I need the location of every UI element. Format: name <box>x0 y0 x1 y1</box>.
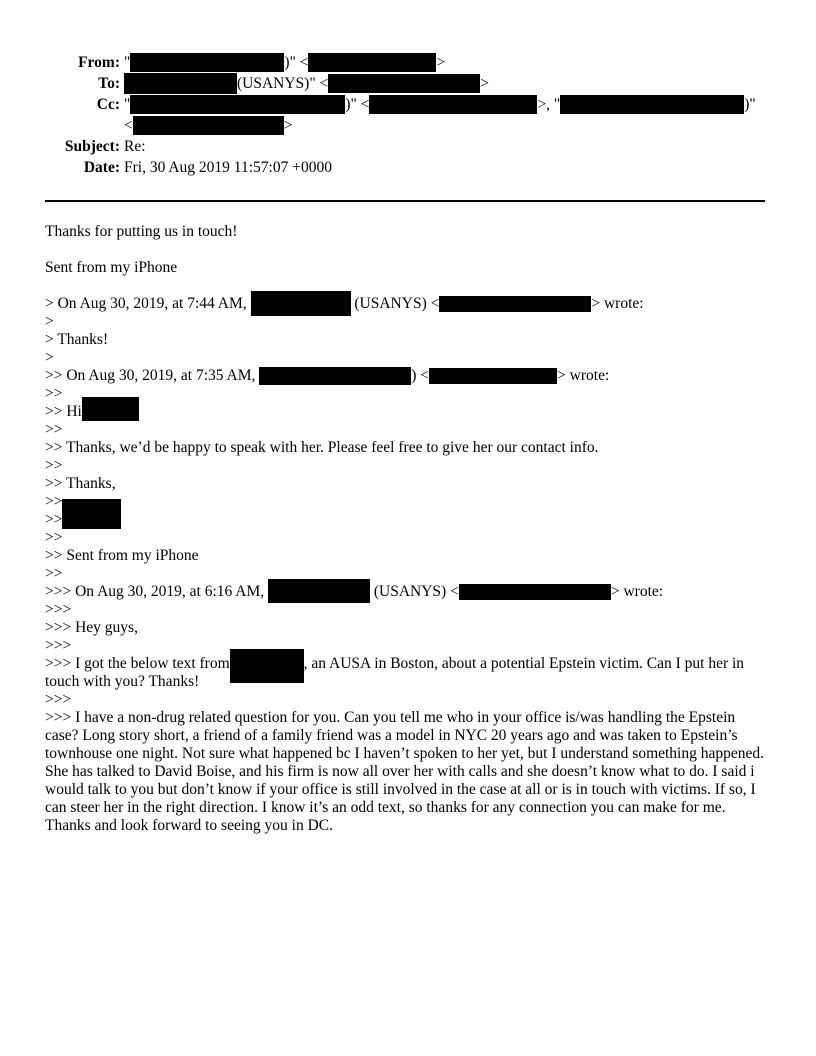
body-line: Thanks for putting us in touch! <box>45 223 238 240</box>
redaction-block <box>308 53 436 72</box>
subject-row <box>0 136 816 157</box>
redaction-block <box>429 368 557 384</box>
date-label: Date: <box>83 159 120 176</box>
quote-header: >>> On Aug 30, 2019, at 6:16 AM, (USANYS) < > wrote: <box>45 583 773 601</box>
email-header <box>0 52 816 178</box>
body-line: >>> <box>45 637 72 654</box>
body-line: >> <box>45 421 63 438</box>
to-value: (USANYS)" < > <box>124 73 489 94</box>
cc-row-continued <box>0 115 816 136</box>
redaction-block <box>439 296 591 312</box>
redaction-block <box>259 367 411 385</box>
date-value: Fri, 30 Aug 2019 11:57:07 +0000 <box>124 159 332 176</box>
date-row <box>0 157 816 178</box>
redaction-block <box>459 584 611 600</box>
body-line: >> <box>45 565 63 582</box>
cc-value: " )" < >, " )" <box>124 96 756 113</box>
body-line: > <box>45 313 54 330</box>
body-line: >> <box>45 529 63 546</box>
redaction-block <box>130 53 284 72</box>
body-line: >> Thanks, <box>45 475 116 492</box>
redaction-block <box>130 95 345 114</box>
redaction-block <box>560 95 744 114</box>
to-row <box>0 73 816 94</box>
subject-value: Re: <box>124 138 146 155</box>
header-divider <box>45 200 765 202</box>
cc-row <box>0 94 816 115</box>
body-line: >> <box>45 493 63 510</box>
body-line: >>> Hey guys, <box>45 619 138 636</box>
from-value: " )" < > <box>124 54 446 71</box>
body-line: >> <box>45 457 63 474</box>
body-paragraph: >>> I have a non-drug related question for you. Can you tell me who in your office is/was handling the Epstein case? Long story short, a friend of a family friend was a model in NYC 20 years ago and was taken to Epstein’s townhouse one night. Not sure what happened bc I haven’t spoken to her yet, but I understand something happened. She has talked to David Boise, and his firm is now all over her with calls and she doesn’t know what to do. I said i would talk to you but don’t know if your office is still involved in the case at all or is in touch with victims. If so, I can steer her in the right direction. I know it’s an odd text, so thanks for any connection you can make for me. Thanks and look forward to seeing you in DC. <box>45 709 765 834</box>
redaction-block <box>133 116 284 135</box>
email-body <box>45 223 773 835</box>
body-line: > <box>45 349 54 366</box>
body-line: > Thanks! <box>45 331 109 348</box>
body-line: >> <box>45 511 773 529</box>
quote-header: > On Aug 30, 2019, at 7:44 AM, (USANYS) < > wrote: <box>45 295 773 313</box>
redaction-block <box>268 579 370 603</box>
to-label: To: <box>98 75 120 92</box>
redaction-block <box>62 499 121 529</box>
from-row <box>0 52 816 73</box>
body-line: >> Sent from my iPhone <box>45 547 199 564</box>
body-line: >> <box>45 385 63 402</box>
redaction-block <box>369 95 537 114</box>
body-line: >> Hi <box>45 403 773 421</box>
cc-label: Cc: <box>96 96 120 113</box>
from-label: From: <box>78 54 120 71</box>
cc-value-continued: < > <box>124 117 293 134</box>
subject-label: Subject: <box>64 138 120 155</box>
body-line: >>> <box>45 601 72 618</box>
body-line: >>> <box>45 691 72 708</box>
body-paragraph: >>> I got the below text from , an AUSA in Boston, about a potential Epstein victim. Can I put her in touch with you? Thanks! <box>45 655 773 691</box>
redaction-block <box>328 74 480 93</box>
body-line: >> Thanks, we’d be happy to speak with her. Please feel free to give her our contact info. <box>45 439 599 456</box>
body-line: Sent from my iPhone <box>45 259 178 276</box>
quote-header: >> On Aug 30, 2019, at 7:35 AM, ) < > wrote: <box>45 367 610 384</box>
redaction-block <box>82 397 139 421</box>
redaction-block <box>124 73 237 94</box>
